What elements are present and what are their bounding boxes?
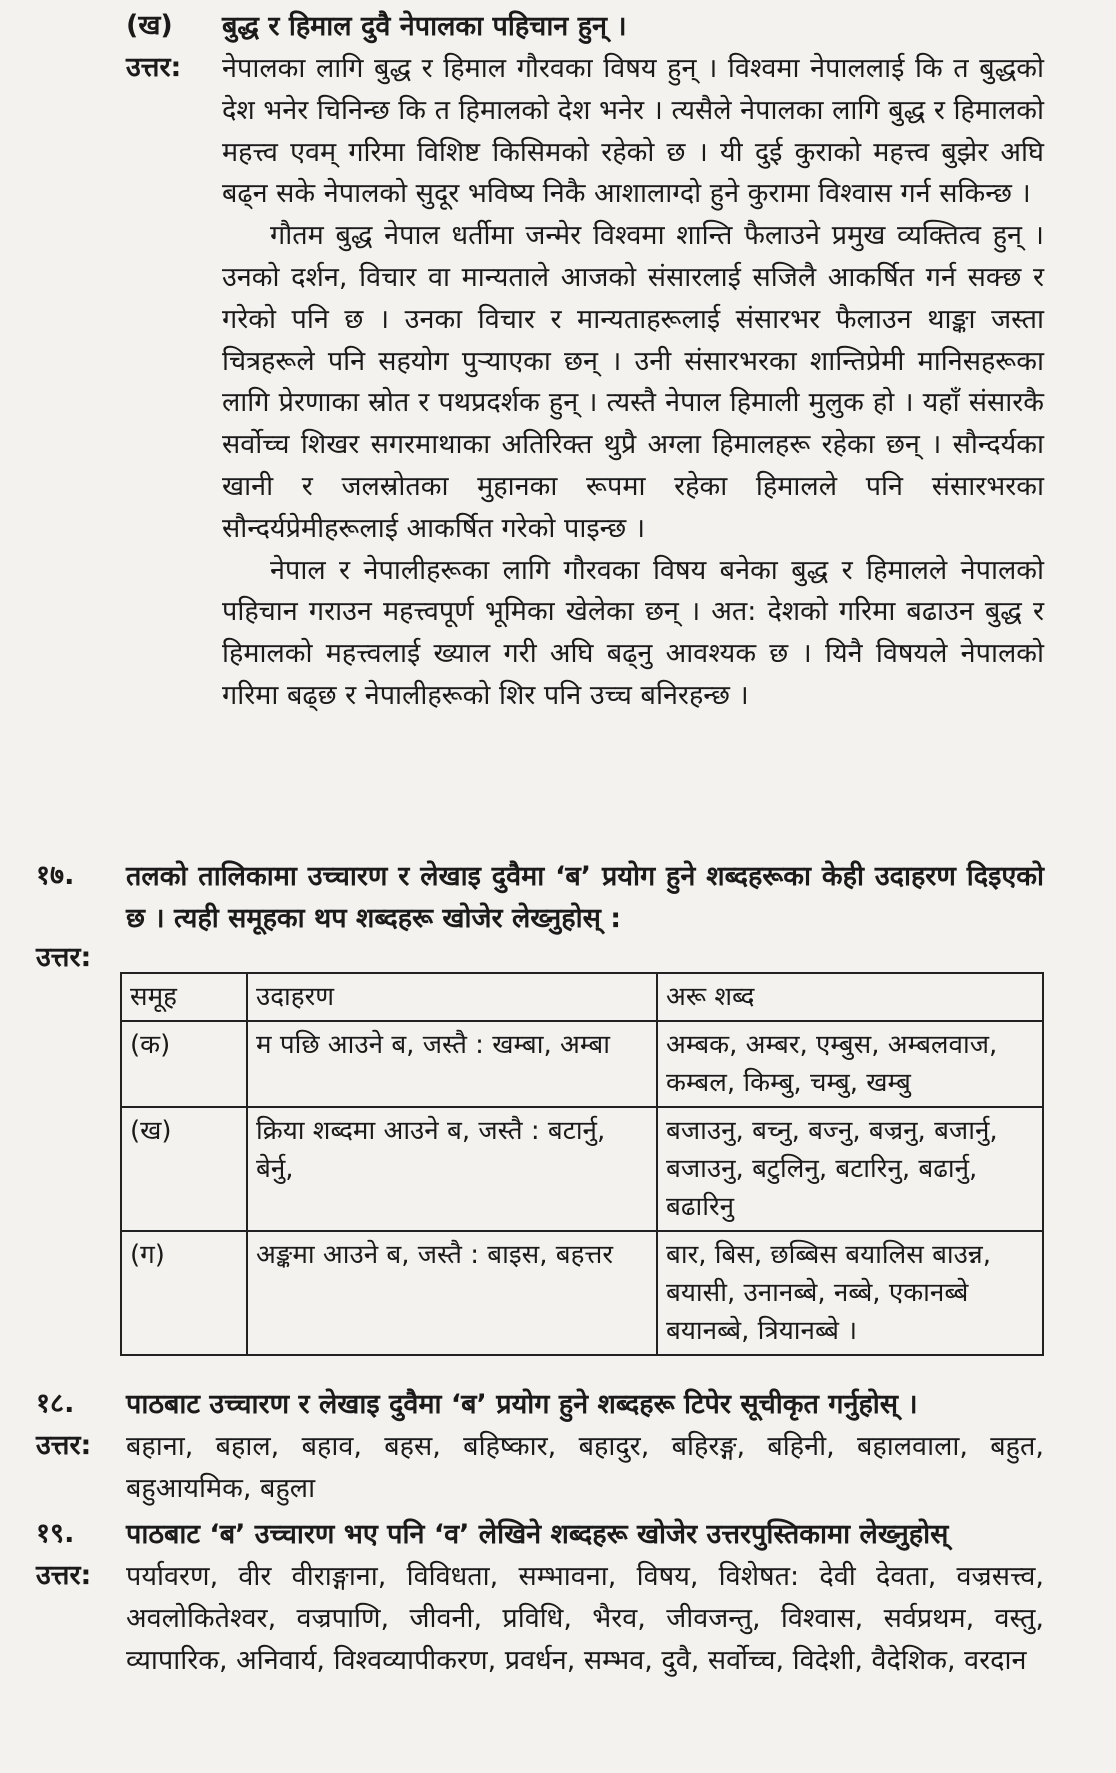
answer-text: पर्यावरण, वीर वीराङ्गाना, विविधता, सम्भावना, विषय, विशेषत: देवी देवता, वज्रसत्त्व, अवलोकितेश्वर, वज्रपाणि, जीवनी, प्रविधि, भैरव, जीवजन्तु, विश्वास, सर्वप्रथम, वस्तु, व्यापारिक, अनिवार्य, विश्वव्यापीकरण, प्रवर्धन, सम्भव, दुवै, सर्वोच्च, विदेशी, वैदेशिक, वरदान (126, 1561, 1044, 1676)
section-question: बुद्ध र हिमाल दुवै नेपालका पहिचान हुन् । (222, 11, 627, 42)
question-number: १७. (36, 860, 75, 891)
answer-paragraph-1: नेपालका लागि बुद्ध र हिमाल गौरवका विषय हुन् । विश्वमा नेपाललाई कि त बुद्धको देश भनेर चिनिन्छ कि त हिमालको देश भनेर । त्यसैले नेपालका लागि बुद्ध र हिमालको महत्त्व एवम् गरिमा विशिष्ट किसिमको रहेको छ । यी दुई कुराको महत्त्व बुझेर अघि बढ्न सके नेपालको सुदूर भविष्य निकै आशालाग्दो हुने कुरामा विश्वास गर्न सकिन्छ । (222, 53, 1044, 210)
section-label: (ख) (126, 10, 173, 41)
table-cell: अम्बक, अम्बर, एम्बुस, अम्बलवाज, कम्बल, किम्बु, चम्बु, खम्बु (657, 1021, 1043, 1107)
table-cell: (ग) (121, 1231, 247, 1355)
answer-label: उत्तर: (36, 1560, 92, 1591)
table-header: अरू शब्द (657, 973, 1043, 1021)
answer-text: बहाना, बहाल, बहाव, बहस, बहिष्कार, बहादुर, बहिरङ्ग, बहिनी, बहालवाला, बहुत, बहुआयमिक, बहुला (126, 1431, 1044, 1504)
question-text: तलको तालिकामा उच्चारण र लेखाइ दुवैमा ‘ब’ प्रयोग हुने शब्दहरूका केही उदाहरण दिइएको छ । त्यही समूहका थप शब्दहरू खोजेर लेख्नुहोस् : (126, 861, 1044, 934)
question-number: १९. (36, 1518, 75, 1549)
table-row (121, 1231, 1043, 1355)
table-header: उदाहरण (247, 973, 657, 1021)
question-number: १८. (36, 1388, 75, 1419)
question-text: पाठबाट उच्चारण र लेखाइ दुवैमा ‘ब’ प्रयोग हुने शब्दहरू टिपेर सूचीकृत गर्नुहोस् । (126, 1389, 918, 1420)
answer-paragraph-3: नेपाल र नेपालीहरूका लागि गौरवका विषय बनेका बुद्ध र हिमालले नेपालको पहिचान गराउन महत्त्वपूर्ण भूमिका खेलेका छन् । अत: देशको गरिमा बढाउन बुद्ध र हिमालको महत्त्वलाई ख्याल गरी अघि बढ्नु आवश्यक छ । यिनै विषयले नेपालको गरिमा बढ्छ र नेपालीहरूको शिर पनि उच्च बनिरहन्छ । (222, 554, 1044, 711)
table-cell: बार, बिस, छब्बिस बयालिस बाउन्न, बयासी, उनानब्बे, नब्बे, एकानब्बे बयानब्बे, त्रियानब्बे । (657, 1231, 1043, 1355)
table-cell: क्रिया शब्दमा आउने ब, जस्तै : बटार्नु, बेर्नु, (247, 1107, 657, 1231)
answer-body (222, 48, 1044, 717)
table-cell: अङ्कमा आउने ब, जस्तै : बाइस, बहत्तर (247, 1231, 657, 1355)
table-cell: (ख) (121, 1107, 247, 1231)
table-header-row (121, 973, 1043, 1021)
answer-label: उत्तर: (36, 1430, 92, 1461)
table-row (121, 1021, 1043, 1107)
table-cell: (क) (121, 1021, 247, 1107)
table-cell: म पछि आउने ब, जस्तै : खम्बा, अम्बा (247, 1021, 657, 1107)
table-header: समूह (121, 973, 247, 1021)
answer-paragraph-2: गौतम बुद्ध नेपाल धर्तीमा जन्मेर विश्वमा शान्ति फैलाउने प्रमुख व्यक्तित्व हुन् । उनको दर्शन, विचार वा मान्यताले आजको संसारलाई सजिलै आकर्षित गर्न सक्छ र गरेको पनि छ । उनका विचार र मान्यताहरूलाई संसारभर फैलाउन थाङ्का जस्ता चित्रहरूले पनि सहयोग पुऱ्याएका छन् । उनी संसारभरका शान्तिप्रेमी मानिसहरूका लागि प्रेरणाका स्रोत र पथप्रदर्शक हुन् । त्यस्तै नेपाल हिमाली मुलुक हो । यहाँ संसारकै सर्वोच्च शिखर सगरमाथाका अतिरिक्त थुप्रै अग्ला हिमालहरू रहेका छन् । सौन्दर्यका खानी र जलस्रोतका मुहानका रूपमा रहेका हिमालले पनि संसारभरका सौन्दर्यप्रेमीहरूलाई आकर्षित गरेको पाइन्छ । (222, 220, 1044, 544)
answer-label: उत्तर: (36, 942, 92, 973)
table-cell: बजाउनु, बच्नु, बज्नु, बज्रनु, बजार्नु, बजाउनु, बटुलिनु, बटारिनु, बढार्नु, बढारिनु (657, 1107, 1043, 1231)
answer-label: उत्तर: (126, 52, 182, 83)
table-row (121, 1107, 1043, 1231)
question-text: पाठबाट ‘ब’ उच्चारण भए पनि ‘व’ लेखिने शब्दहरू खोजेर उत्तरपुस्तिकामा लेख्नुहोस् (126, 1519, 949, 1550)
examples-table (120, 972, 1044, 1356)
